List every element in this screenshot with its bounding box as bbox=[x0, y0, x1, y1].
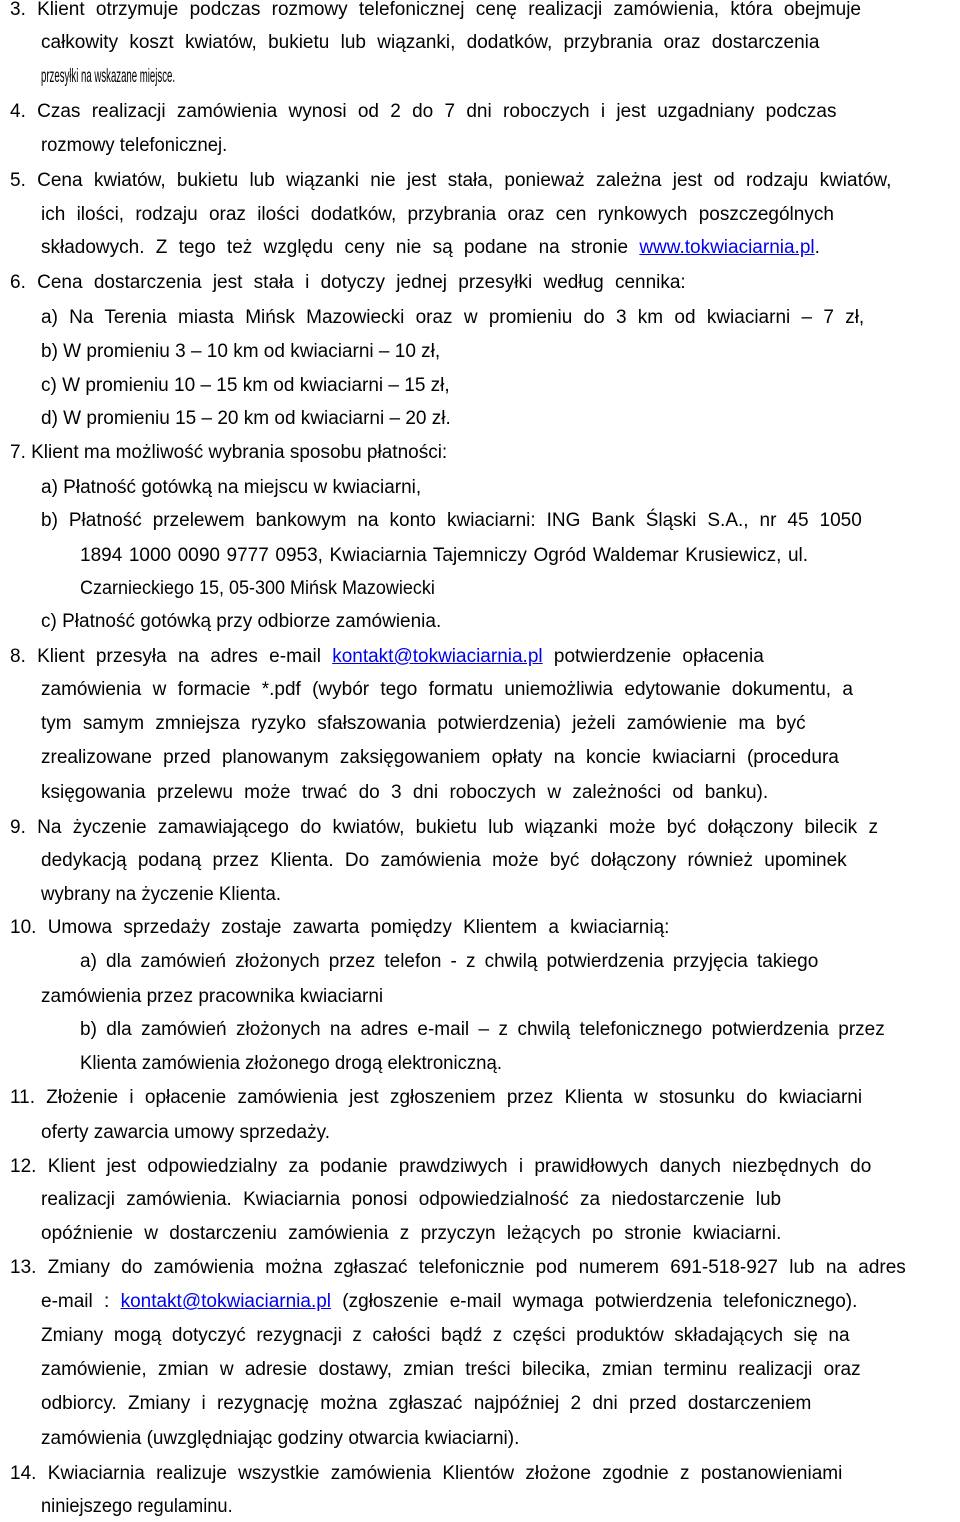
text-segment: opóźnienie w dostarczeniu zamówienia z przyczyn leżących po stronie kwiaciarni. bbox=[41, 1223, 782, 1244]
text-segment: 9. Na życzenie zamawiającego do kwiatów, bukietu lub wiązanki może być dołączony bilecik z bbox=[10, 817, 878, 838]
text-segment: zamówienia (uwzględniając godziny otwarcia kwiaciarni). bbox=[41, 1428, 520, 1449]
text-line bbox=[41, 306, 864, 330]
text-segment: 8. Klient przesyła na adres e-mail bbox=[10, 646, 333, 667]
text-line bbox=[41, 1290, 857, 1314]
text-line bbox=[41, 985, 383, 1009]
text-line bbox=[10, 441, 447, 465]
text-segment: zrealizowane przed planowanym zaksięgowaniem opłaty na koncie kwiaciarni (procedura bbox=[41, 747, 839, 768]
text-line bbox=[10, 271, 686, 295]
text-segment: 14. Kwiaciarnia realizuje wszystkie zamówienia Klientów złożone zgodnie z postanowieniami bbox=[10, 1463, 843, 1484]
text-segment: odbiorcy. Zmiany i rezygnację można zgłaszać najpóźniej 2 dni przed dostarczeniem bbox=[41, 1393, 812, 1414]
text-segment: d) W promieniu 15 – 20 km od kwiaciarni – 20 zł. bbox=[41, 408, 451, 429]
text-line bbox=[10, 1256, 906, 1280]
text-line bbox=[41, 849, 847, 873]
text-segment: rozmowy telefonicznej. bbox=[41, 135, 228, 156]
hyperlink[interactable]: kontakt@tokwiaciarnia.pl bbox=[120, 1291, 332, 1312]
text-segment: oferty zawarcia umowy sprzedaży. bbox=[41, 1122, 330, 1143]
text-segment: realizacji zamówienia. Kwiaciarnia ponosi odpowiedzialność za niedostarczenie lub bbox=[41, 1189, 782, 1210]
text-line bbox=[41, 509, 862, 533]
text-segment: ich ilości, rodzaju oraz ilości dodatków, przybrania oraz cen rynkowych poszczególnych bbox=[41, 204, 834, 225]
text-segment: 4. Czas realizacji zamówienia wynosi od 2 do 7 dni roboczych i jest uzgadniany podczas bbox=[10, 101, 837, 122]
text-segment: 11. Złożenie i opłacenie zamówienia jest zgłoszeniem przez Klienta w stosunku do kwiaciarni bbox=[10, 1087, 863, 1108]
text-line bbox=[10, 1462, 842, 1486]
text-line bbox=[10, 916, 669, 940]
text-line bbox=[41, 340, 440, 364]
text-line bbox=[41, 1188, 781, 1212]
text-line bbox=[10, 0, 861, 22]
text-segment: a) dla zamówień złożonych przez telefon - z chwilą potwierdzenia przyjęcia takiego bbox=[80, 951, 819, 972]
text-line bbox=[80, 950, 818, 974]
hyperlink[interactable]: www.tokwiaciarnia.pl bbox=[639, 237, 815, 258]
text-segment: 12. Klient jest odpowiedzialny za podanie prawdziwych i prawidłowych danych niezbędnych do bbox=[10, 1156, 872, 1177]
text-line bbox=[41, 1324, 850, 1348]
text-line bbox=[41, 712, 806, 736]
text-segment: niniejszego regulaminu. bbox=[41, 1496, 233, 1517]
text-line bbox=[41, 374, 450, 398]
text-segment: Zmiany mogą dotyczyć rezygnacji z całości bądź z części produktów składających się na bbox=[41, 1325, 850, 1346]
text-segment: b) dla zamówień złożonych na adres e-mail – z chwilą telefonicznego potwierdzenia przez bbox=[80, 1019, 885, 1040]
text-segment: e-mail : bbox=[41, 1291, 121, 1312]
text-segment: b) Płatność przelewem bankowym na konto kwiaciarni: ING Bank Śląski S.A., nr 45 1050 bbox=[41, 510, 862, 531]
text-line bbox=[41, 203, 834, 227]
text-line bbox=[41, 236, 820, 260]
text-segment: 1894 1000 0090 9777 0953, Kwiaciarnia Tajemniczy Ogród Waldemar Krusiewicz, ul. bbox=[80, 545, 809, 566]
text-line bbox=[41, 746, 839, 770]
text-segment: księgowania przelewu może trwać do 3 dni roboczych w zależności od banku). bbox=[41, 782, 769, 803]
text-line bbox=[41, 407, 451, 431]
text-line bbox=[80, 1018, 885, 1042]
text-segment: 5. Cena kwiatów, bukietu lub wiązanki nie jest stała, ponieważ zależna jest od rodzaju kwiatów, bbox=[10, 170, 892, 191]
text-segment: wybrany na życzenie Klienta. bbox=[41, 884, 282, 905]
text-line bbox=[10, 645, 764, 669]
text-segment: Klienta zamówienia złożonego drogą elektroniczną. bbox=[80, 1053, 502, 1074]
text-segment: b) W promieniu 3 – 10 km od kwiaciarni – 10 zł, bbox=[41, 341, 441, 362]
text-line bbox=[41, 476, 421, 500]
text-line bbox=[41, 1427, 519, 1451]
text-segment: c) W promieniu 10 – 15 km od kwiaciarni – 15 zł, bbox=[41, 375, 450, 396]
text-segment: potwierdzenie opłacenia bbox=[542, 646, 764, 667]
hyperlink[interactable]: kontakt@tokwiaciarnia.pl bbox=[332, 646, 543, 667]
text-segment: 6. Cena dostarczenia jest stała i dotyczy jednej przesyłki według cennika: bbox=[10, 272, 686, 293]
text-segment: c) Płatność gotówką przy odbiorze zamówienia. bbox=[41, 611, 442, 632]
text-line bbox=[10, 169, 891, 193]
text-segment: zamówienia przez pracownika kwiaciarni bbox=[41, 986, 384, 1007]
text-segment: zamówienia w formacie *.pdf (wybór tego formatu uniemożliwia edytowanie dokumentu, a bbox=[41, 679, 853, 700]
text-line bbox=[41, 610, 441, 634]
text-segment: . bbox=[814, 237, 820, 258]
text-segment: przesyłki na wskazane miejsce. bbox=[41, 66, 176, 87]
text-segment: 10. Umowa sprzedaży zostaje zawarta pomiędzy Klientem a kwiaciarnią: bbox=[10, 917, 670, 938]
text-line bbox=[41, 883, 281, 907]
text-line bbox=[10, 1086, 862, 1110]
text-segment: zamówienie, zmian w adresie dostawy, zmian treści bilecika, zmian terminu realizacji oraz bbox=[41, 1359, 861, 1380]
text-line bbox=[10, 816, 878, 840]
text-segment: całkowity koszt kwiatów, bukietu lub wiązanki, dodatków, przybrania oraz dostarczenia bbox=[41, 32, 820, 53]
text-segment: dedykacją podaną przez Klienta. Do zamówienia może być dołączony również upominek bbox=[41, 850, 847, 871]
text-line bbox=[10, 100, 836, 124]
text-line bbox=[41, 1358, 861, 1382]
text-segment: tym samym zmniejsza ryzyko sfałszowania potwierdzenia) jeżeli zamówienie ma być bbox=[41, 713, 806, 734]
text-line bbox=[41, 31, 819, 55]
text-segment: składowych. Z tego też względu ceny nie są podane na stronie bbox=[41, 237, 640, 258]
text-line bbox=[80, 1052, 502, 1076]
text-segment: a) Płatność gotówką na miejscu w kwiaciarni, bbox=[41, 477, 422, 498]
text-line bbox=[41, 1222, 781, 1246]
text-line bbox=[80, 577, 435, 601]
text-line bbox=[80, 544, 808, 568]
text-line bbox=[41, 65, 175, 89]
text-line bbox=[41, 678, 853, 702]
text-segment: (zgłoszenie e-mail wymaga potwierdzenia telefonicznego). bbox=[331, 1291, 858, 1312]
text-line bbox=[41, 134, 227, 158]
text-line bbox=[41, 1392, 811, 1416]
text-segment: Czarnieckiego 15, 05-300 Mińsk Mazowiecki bbox=[80, 578, 435, 599]
text-segment: a) Na Terenia miasta Mińsk Mazowiecki oraz w promieniu do 3 km od kwiaciarni – 7 zł, bbox=[41, 307, 865, 328]
text-segment: 13. Zmiany do zamówienia można zgłaszać telefonicznie pod numerem 691-518-927 lub na adres bbox=[10, 1257, 906, 1278]
text-line bbox=[41, 1495, 233, 1519]
text-line bbox=[10, 1155, 871, 1179]
text-segment: 7. Klient ma możliwość wybrania sposobu płatności: bbox=[10, 442, 448, 463]
text-segment: 3. Klient otrzymuje podczas rozmowy telefonicznej cenę realizacji zamówienia, która obejmuje bbox=[10, 0, 861, 20]
text-line bbox=[41, 1121, 330, 1145]
text-line bbox=[41, 781, 768, 805]
